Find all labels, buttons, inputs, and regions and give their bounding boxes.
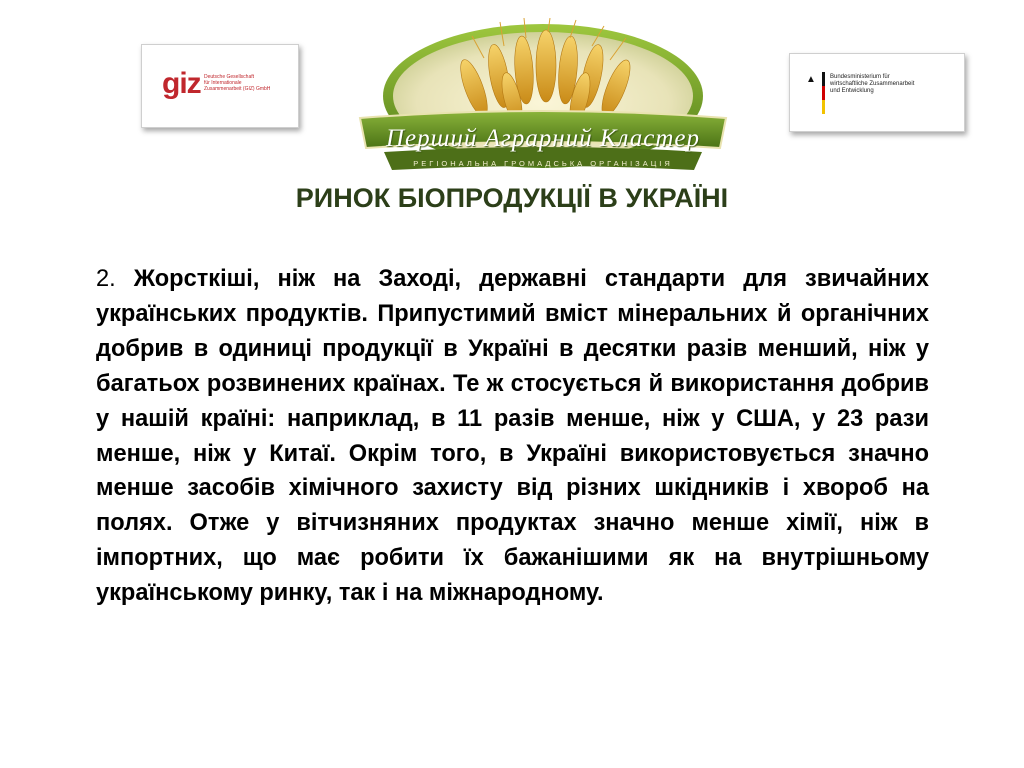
cluster-logo <box>354 18 732 176</box>
federal-eagle-icon: ▲ <box>806 74 816 85</box>
body-paragraph: Жорсткіші, ніж на Заході, державні стандарти для звичайних українських продуктів. Припустимий вміст мінеральних й органічних добрив в одиниці продукції в Україні в десятки разів менший, ніж у багатьох розвинених країнах. Те ж стосується й використання добрив у нашій країні: наприклад, в 11 разів менше, ніж у США, у 23 рази менше, ніж у Китаї. Окрім того, в Україні використовується значно менше засобів хімічного захисту від різних шкідників і хвороб на полях. Отже у вітчизняних продуктах значно менше хімії, ніж в імпортних, що має робити їх бажанішими як на внутрішньому українському ринку, так і на міжнародному. <box>96 266 929 607</box>
bmz-logo-caption: Bundesministerium für wirtschaftliche Zusammenarbeit und Entwicklung <box>830 74 915 94</box>
slide-title: РИНОК БІОПРОДУКЦІЇ В УКРАЇНІ <box>295 183 729 213</box>
slide-body <box>96 262 929 611</box>
german-flag-icon <box>822 72 825 114</box>
giz-logo <box>141 44 299 128</box>
giz-logo-word: giz <box>162 67 201 100</box>
cluster-logo-name: Перший Аграрний Кластер <box>385 125 700 152</box>
giz-logo-caption: Deutsche Gesellschaft für Internationale Zusammenarbeit (GIZ) GmbH <box>204 74 271 92</box>
cluster-logo-subtitle: РЕГІОНАЛЬНА ГРОМАДСЬКА ОРГАНІЗАЦІЯ <box>413 159 673 168</box>
item-number: 2. <box>96 266 116 292</box>
bmz-logo <box>789 53 965 132</box>
